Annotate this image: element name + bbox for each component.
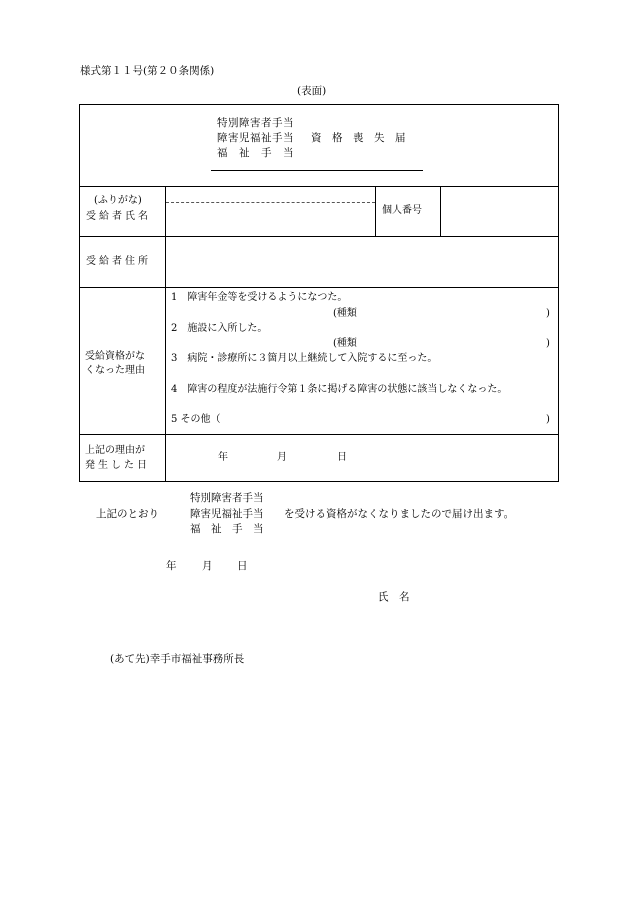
type-paren-close: ) bbox=[546, 338, 550, 349]
title-underline bbox=[211, 170, 423, 171]
form-title: 資 格 喪 失 届 bbox=[311, 132, 406, 144]
furigana-divider bbox=[166, 202, 375, 203]
form-number: 様式第１１号(第２０条関係) bbox=[80, 65, 215, 77]
column-divider bbox=[375, 186, 376, 236]
reason-label: くなった理由 bbox=[85, 365, 145, 376]
statement-lead: 上記のとおり bbox=[96, 508, 159, 520]
furigana-field[interactable] bbox=[168, 188, 374, 201]
label-column-divider bbox=[165, 186, 166, 482]
row-divider bbox=[79, 236, 559, 237]
type-paren-open: (種類 bbox=[333, 308, 357, 319]
reason-label: 受給資格がな bbox=[85, 351, 145, 362]
statement-text: を受ける資格がなくなりましたので届け出ます。 bbox=[284, 508, 515, 520]
sign-month-label: 月 bbox=[202, 560, 213, 572]
type-paren-open: (種類 bbox=[333, 338, 357, 349]
statement-allowance-3: 福 祉 手 当 bbox=[190, 523, 264, 535]
sign-name-label: 氏 名 bbox=[378, 591, 410, 603]
furigana-label: (ふりがな) bbox=[94, 195, 142, 206]
recipient: (あて先)幸手市福祉事務所長 bbox=[110, 653, 245, 665]
address-field[interactable] bbox=[168, 239, 557, 285]
name-label: 受給者氏名 bbox=[86, 211, 151, 222]
side-label: (表面) bbox=[297, 85, 327, 97]
title-line-1: 特別障害者手当 bbox=[217, 117, 294, 129]
row-divider bbox=[79, 434, 559, 435]
individual-number-field[interactable] bbox=[442, 188, 557, 234]
statement-allowance-2: 障害児福祉手当 bbox=[190, 508, 264, 520]
sign-day-label: 日 bbox=[237, 560, 248, 572]
sign-year-label: 年 bbox=[166, 560, 177, 572]
column-divider bbox=[440, 186, 441, 236]
statement-allowance-1: 特別障害者手当 bbox=[190, 492, 264, 504]
address-label: 受給者住所 bbox=[86, 256, 151, 267]
reason-option[interactable]: 3 病院・診療所に３箇月以上継続して入院するに至った。 bbox=[171, 353, 438, 364]
date-month-label: 月 bbox=[277, 452, 287, 463]
reason-option[interactable]: 4 障害の程度が法施行令第１条に掲げる障害の状態に該当しなくなった。 bbox=[171, 384, 508, 395]
row-divider bbox=[79, 186, 559, 187]
date-label: 上記の理由が bbox=[85, 445, 145, 456]
title-line-3: 福 祉 手 当 bbox=[217, 147, 294, 159]
other-paren-close: ) bbox=[546, 414, 550, 425]
type-paren-close: ) bbox=[546, 308, 550, 319]
reason-option[interactable]: 1 障害年金等を受けるようになつた。 bbox=[171, 292, 348, 303]
date-label: 発生した日 bbox=[85, 460, 150, 471]
date-year-label: 年 bbox=[218, 452, 228, 463]
reason-option[interactable]: 2 施設に入所した。 bbox=[171, 323, 268, 334]
row-divider bbox=[79, 287, 559, 288]
date-day-label: 日 bbox=[337, 452, 347, 463]
name-field[interactable] bbox=[168, 204, 374, 234]
reason-option[interactable]: 5 その他（ bbox=[171, 414, 221, 425]
individual-number-label: 個人番号 bbox=[382, 205, 422, 216]
title-line-2: 障害児福祉手当 bbox=[217, 132, 294, 144]
